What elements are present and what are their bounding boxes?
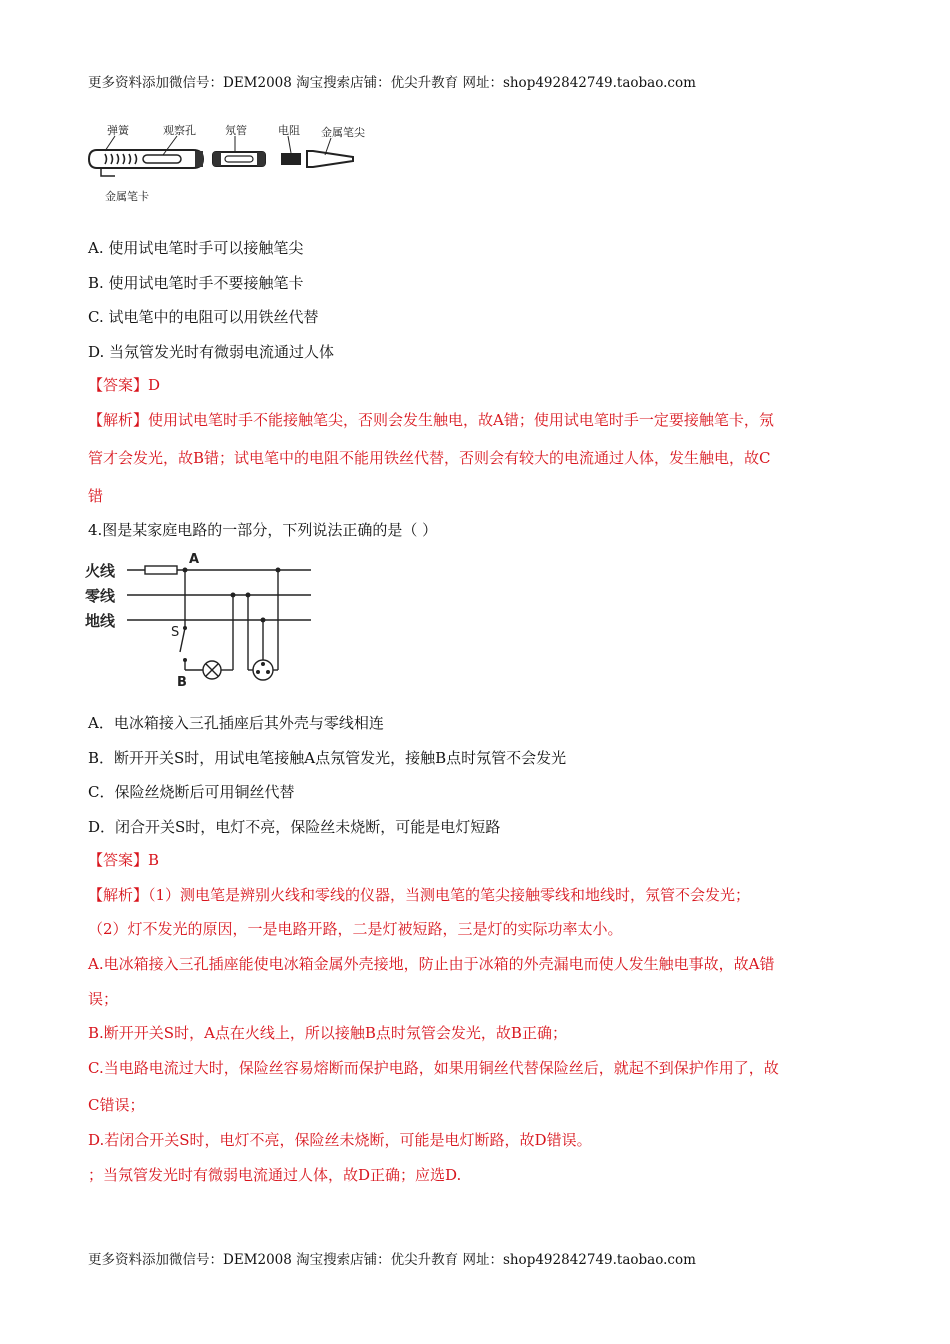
label-neon: 氖管 [225, 124, 247, 137]
q3-answer: 【答案】D [88, 376, 161, 394]
label-resistor: 电阻 [278, 124, 300, 137]
q4-analysis-line-7: C错误； [88, 1096, 145, 1114]
label-point-b: B [177, 675, 187, 690]
resistor [281, 153, 301, 165]
q3-option-d: D. 当氖管发光时有微弱电流通过人体 [88, 343, 335, 361]
test-pen-figure [85, 118, 385, 210]
q4-analysis-line-3: A.电冰箱接入三孔插座能使电冰箱金属外壳接地，防止由于冰箱的外壳漏电而使人发生触电事故，故A错 [88, 955, 775, 973]
pen-body [89, 150, 203, 176]
q4-answer: 【答案】B [88, 851, 160, 869]
q4-analysis-line-2: （2）灯不发光的原因，一是电路开路，二是灯被短路，三是灯的实际功率太小。 [88, 920, 623, 938]
label-tip: 金属笔尖 [321, 126, 365, 139]
label-neutral-wire: 零线 [85, 587, 116, 605]
q3-analysis-line-3: 错 [88, 487, 104, 505]
page-header: 更多资料添加微信号：DEM2008 淘宝搜索店铺：优尖升教育 网址：shop492842749.taobao.com [88, 75, 696, 91]
neon-tube [213, 152, 265, 166]
q3-option-c: C. 试电笔中的电阻可以用铁丝代替 [88, 308, 319, 326]
label-clip: 金属笔卡 [105, 190, 149, 203]
label-switch: S [171, 625, 180, 640]
fuse [145, 566, 177, 574]
label-window: 观察孔 [163, 124, 196, 137]
q4-question: 4.图是某家庭电路的一部分，下列说法正确的是（ ） [88, 521, 438, 539]
q4-analysis-line-8: D.若闭合开关S时，电灯不亮，保险丝未烧断，可能是电灯断路，故D错误。 [88, 1131, 592, 1149]
q3-option-b: B. 使用试电笔时手不要接触笔卡 [88, 274, 304, 292]
q3-option-a: A. 使用试电笔时手可以接触笔尖 [88, 239, 304, 257]
switch-blade [180, 628, 185, 652]
q3-analysis-line-1: 【解析】使用试电笔时手不能接触笔尖，否则会发生触电，故A错；使用试电笔时手一定要接触笔卡，氖 [88, 411, 774, 429]
q3-analysis-line-2: 管才会发光，故B错；试电笔中的电阻不能用铁丝代替，否则会有较大的电流通过人体，发生触电，故C [88, 449, 771, 467]
q4-option-a: A．电冰箱接入三孔插座后其外壳与零线相连 [88, 714, 384, 732]
q4-analysis-line-6: C.当电路电流过大时，保险丝容易熔断而保护电路，如果用铜丝代替保险丝后，就起不到保护作用了，故 [88, 1059, 779, 1077]
label-live-wire: 火线 [85, 562, 116, 580]
q4-analysis-line-5: B.断开开关S时，A点在火线上，所以接触B点时氖管会发光，故B正确； [88, 1024, 567, 1042]
q4-option-c: C．保险丝烧断后可用铜丝代替 [88, 783, 295, 801]
q4-analysis-line-1: 【解析】（1）测电笔是辨别火线和零线的仪器，当测电笔的笔尖接触零线和地线时，氖管不会发光； [88, 886, 751, 904]
q4-analysis-line-9: ；当氖管发光时有微弱电流通过人体，故D正确；应选D. [88, 1166, 462, 1184]
q4-option-b: B．断开开关S时，用试电笔接触A点氖管发光，接触B点时氖管不会发光 [88, 749, 567, 767]
label-spring: 弹簧 [107, 124, 129, 137]
circuit-diagram [85, 548, 320, 690]
label-ground-wire: 地线 [85, 612, 116, 630]
q4-analysis-line-4: 误； [88, 990, 119, 1008]
page-footer: 更多资料添加微信号：DEM2008 淘宝搜索店铺：优尖升教育 网址：shop492842749.taobao.com [88, 1252, 696, 1268]
metal-tip [307, 151, 353, 167]
q4-option-d: D．闭合开关S时，电灯不亮，保险丝未烧断，可能是电灯短路 [88, 818, 501, 836]
label-point-a: A [189, 552, 200, 567]
